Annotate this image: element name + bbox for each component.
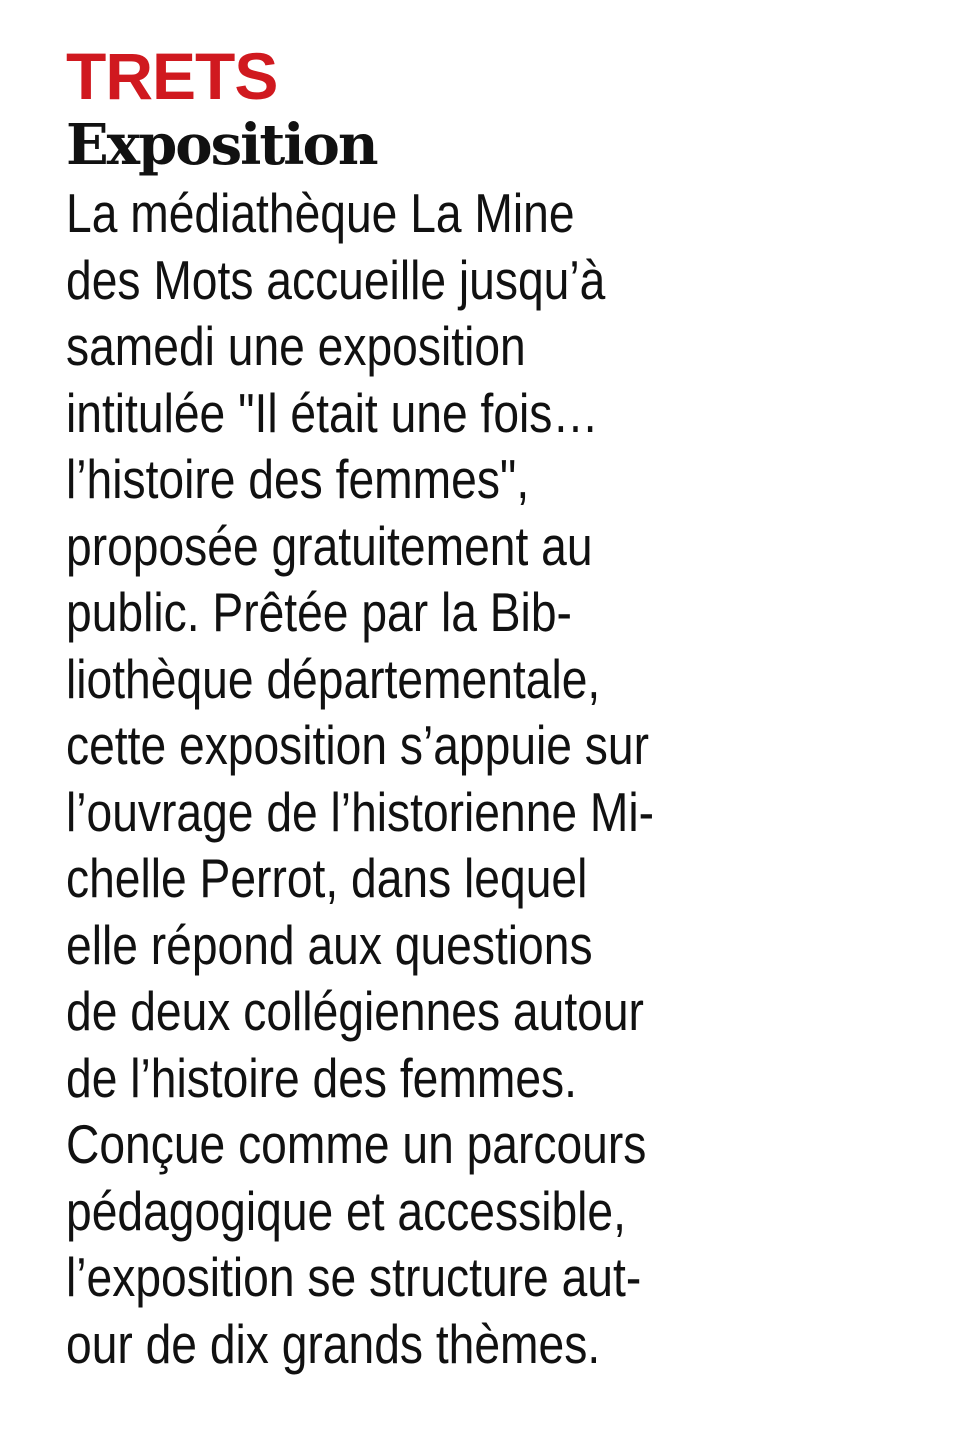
section-kicker: TRETS	[66, 39, 278, 113]
body-line: l’histoire des femmes",	[66, 448, 530, 510]
body-line: public. Prêtée par la Bib-	[66, 581, 572, 643]
body-line: liothèque départementale,	[66, 647, 601, 710]
body-line: de l’histoire des femmes.	[66, 1046, 577, 1109]
article-body	[66, 180, 946, 1377]
body-line: l’ouvrage de l’historienne Mi-	[66, 780, 655, 843]
body-line: l’exposition se structure aut-	[66, 1246, 642, 1308]
body-line: des Mots accueille jusqu’à	[66, 248, 606, 311]
body-line: elle répond aux questions	[66, 913, 593, 976]
article-headline: Exposition	[66, 112, 377, 178]
body-line: samedi une exposition	[66, 315, 526, 377]
article	[66, 40, 946, 1377]
body-line: de deux collégiennes autour	[66, 980, 644, 1042]
body-line: our de dix grands thèmes.	[66, 1312, 601, 1375]
body-line: intitulée "Il était une fois…	[66, 381, 599, 444]
body-line: Conçue comme un parcours	[66, 1113, 647, 1175]
body-line: proposée gratuitement au	[66, 514, 593, 577]
body-line: pédagogique et accessible,	[66, 1179, 626, 1242]
body-line: cette exposition s’appuie sur	[66, 714, 649, 776]
body-line: La médiathèque La Mine	[66, 182, 575, 244]
body-line: chelle Perrot, dans lequel	[66, 847, 588, 909]
